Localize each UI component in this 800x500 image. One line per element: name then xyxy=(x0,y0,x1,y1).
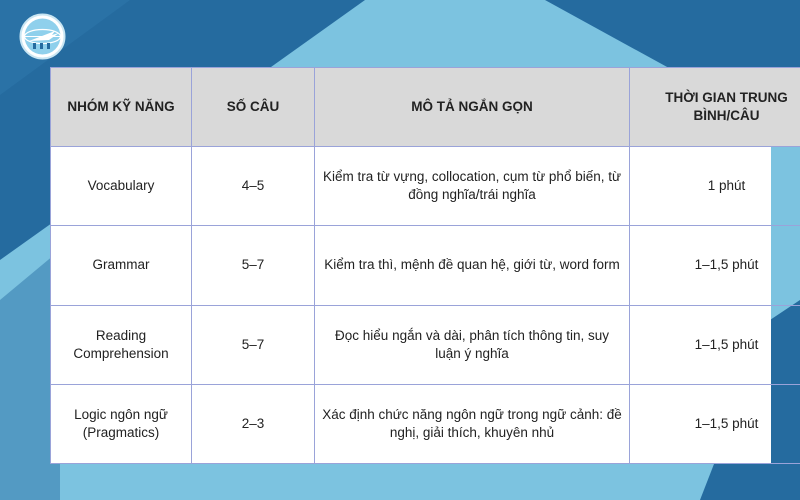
cell-description: Kiểm tra thì, mệnh đề quan hệ, giới từ, word form xyxy=(315,226,630,305)
cell-description: Đọc hiểu ngắn và dài, phân tích thông tin, suy luận ý nghĩa xyxy=(315,305,630,384)
cell-description: Kiểm tra từ vựng, collocation, cụm từ phổ biến, từ đồng nghĩa/trái nghĩa xyxy=(315,147,630,226)
brand-logo xyxy=(19,13,66,60)
table-header-row xyxy=(51,68,800,147)
header-average-time: THỜI GIAN TRUNG BÌNH/CÂU xyxy=(630,68,800,147)
header-question-count: SỐ CÂU xyxy=(192,68,315,147)
skills-table xyxy=(50,67,800,464)
table-row xyxy=(51,384,800,463)
cell-average-time: 1–1,5 phút xyxy=(630,226,800,305)
skills-table-container xyxy=(50,67,788,464)
cell-skill-group: Vocabulary xyxy=(51,147,192,226)
cell-average-time: 1 phút xyxy=(630,147,800,226)
table-row xyxy=(51,305,800,384)
cell-skill-group: Reading Comprehension xyxy=(51,305,192,384)
table-row xyxy=(51,147,800,226)
cell-average-time: 1–1,5 phút xyxy=(630,384,800,463)
table-row xyxy=(51,226,800,305)
cell-question-count: 5–7 xyxy=(192,305,315,384)
cell-question-count: 4–5 xyxy=(192,147,315,226)
header-description: MÔ TẢ NGẮN GỌN xyxy=(315,68,630,147)
cell-average-time: 1–1,5 phút xyxy=(630,305,800,384)
cell-description: Xác định chức năng ngôn ngữ trong ngữ cảnh: đề nghị, giải thích, khuyên nhủ xyxy=(315,384,630,463)
cell-question-count: 5–7 xyxy=(192,226,315,305)
cell-skill-group: Logic ngôn ngữ (Pragmatics) xyxy=(51,384,192,463)
header-skill-group: NHÓM KỸ NĂNG xyxy=(51,68,192,147)
cell-question-count: 2–3 xyxy=(192,384,315,463)
cell-skill-group: Grammar xyxy=(51,226,192,305)
